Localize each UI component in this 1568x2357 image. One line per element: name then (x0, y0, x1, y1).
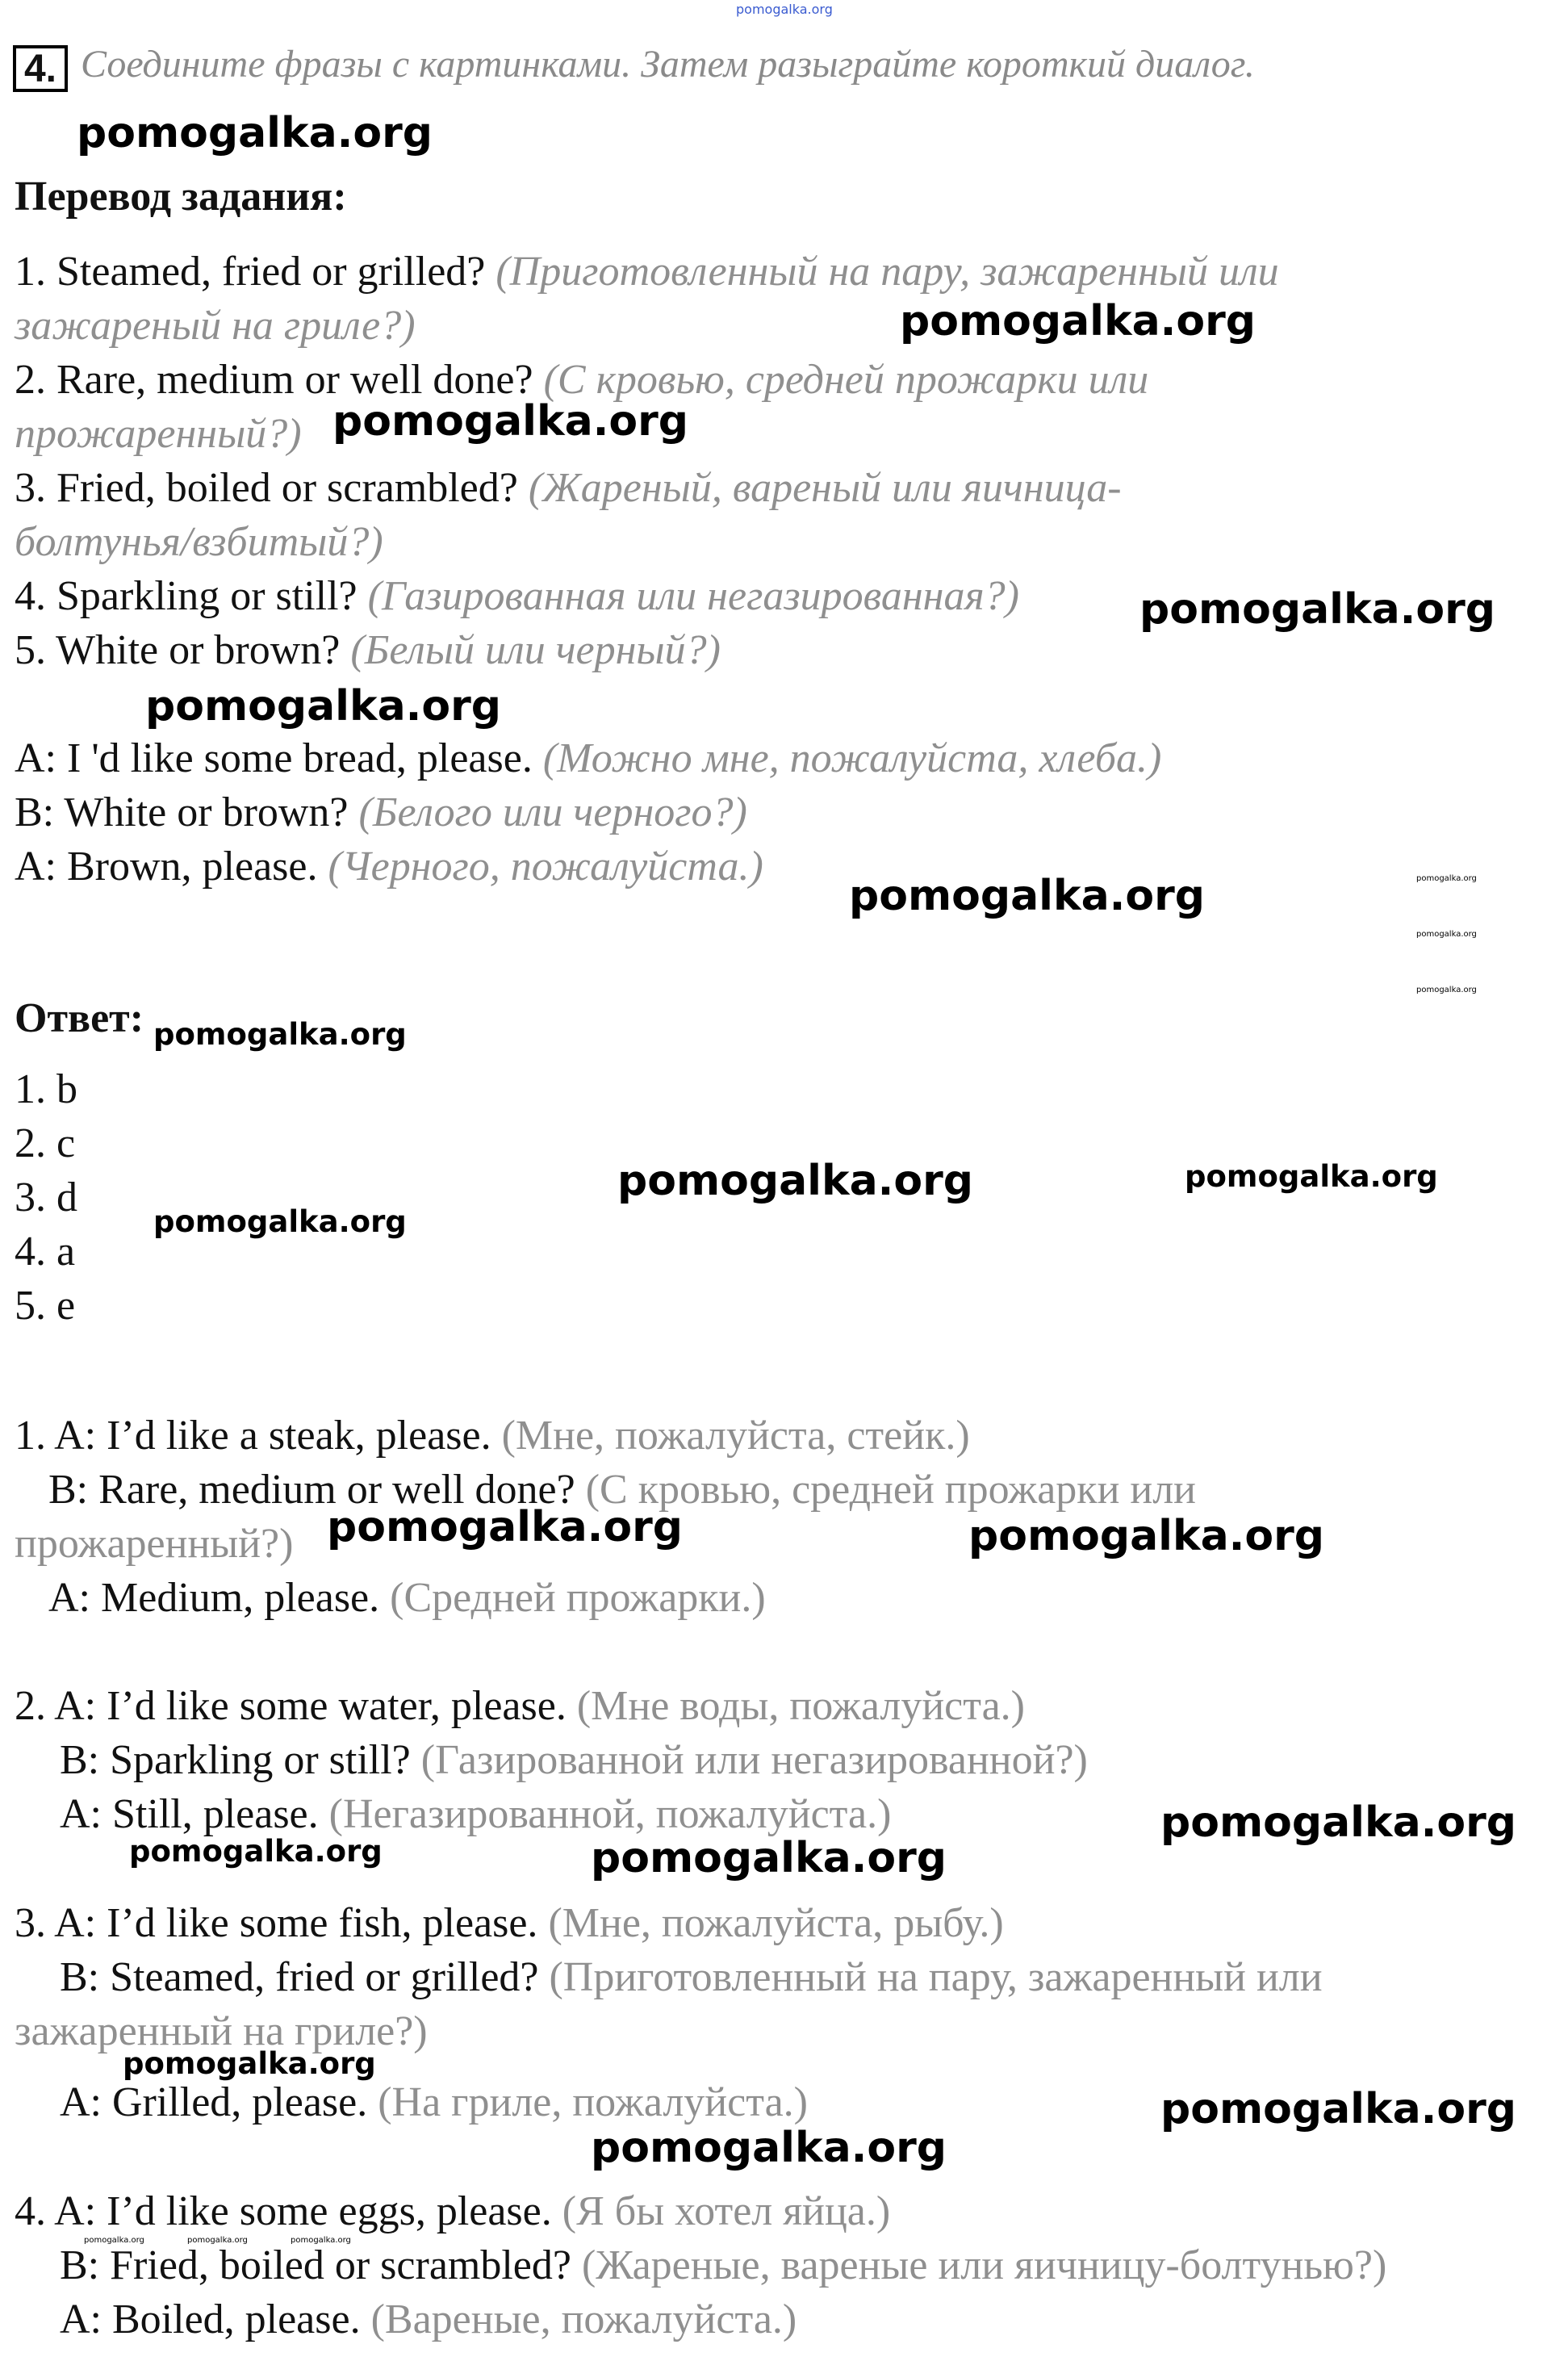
answer-dialog-line (60, 2292, 797, 2347)
russian-translation: (Мне, пожалуйста, стейк.) (501, 1413, 970, 1459)
watermark: pomogalka.org (1139, 585, 1496, 634)
watermark-tiny: pomogalka.org (1416, 874, 1477, 883)
russian-translation: (Жареные, вареные или яичницу-болтунью?) (581, 2242, 1387, 2288)
english-phrase: A: Brown, please. (15, 844, 328, 890)
answer-dialog-line (15, 1409, 970, 1463)
answer-dialog-line (60, 2238, 1386, 2292)
answer-dialog-line (15, 2184, 890, 2238)
watermark: pomogalka.org (591, 2124, 947, 2172)
english-phrase: A: Grilled, please. (60, 2079, 378, 2125)
english-phrase: 4. A: I’d like some eggs, please. (15, 2188, 562, 2234)
russian-translation: (Белого или черного?) (358, 789, 747, 835)
translation-line (15, 245, 1279, 299)
russian-translation: (Средней прожарки.) (390, 1575, 766, 1621)
russian-translation: болтунья/взбитый?) (15, 519, 383, 565)
english-phrase: A: Boiled, please. (60, 2296, 371, 2342)
russian-translation: прожаренный?) (15, 1521, 294, 1567)
watermark: pomogalka.org (968, 1512, 1325, 1560)
answer-dialog-line (15, 1896, 1004, 1950)
russian-translation: (Можно мне, пожалуйста, хлеба.) (542, 735, 1162, 781)
watermark: pomogalka.org (1160, 1798, 1517, 1847)
task-number: 4. (23, 47, 57, 90)
task-number-box (13, 45, 68, 92)
english-phrase: B: Rare, medium or well done? (48, 1467, 586, 1513)
english-phrase: A: Medium, please. (48, 1575, 391, 1621)
russian-translation: зажареный на гриле?) (15, 303, 416, 349)
english-phrase: 3. Fried, boiled or scrambled? (15, 465, 529, 511)
watermark-tiny: pomogalka.org (187, 2236, 248, 2245)
russian-translation: (Черного, пожалуйста.) (328, 844, 763, 890)
answer-dialog-line (15, 1517, 293, 1571)
answer-dialog-line (60, 1950, 1323, 2004)
english-phrase: 2. A: I’d like some water, please. (15, 1683, 577, 1729)
russian-translation: (Газированная или негазированная?) (367, 573, 1019, 619)
russian-translation: (Негазированной, пожалуйста.) (328, 1791, 892, 1837)
match-item: 1. b (15, 1066, 77, 1112)
watermark: pomogalka.org (849, 872, 1206, 920)
russian-translation: (Приготовленный на пару, зажаренный или (549, 1954, 1323, 2000)
english-phrase: A: I 'd like some bread, please. (15, 735, 543, 781)
watermark: pomogalka.org (1185, 1159, 1438, 1194)
watermark: pomogalka.org (327, 1503, 684, 1551)
english-phrase: 1. A: I’d like a steak, please. (15, 1413, 502, 1459)
match-item: 5. e (15, 1283, 76, 1329)
watermark: pomogalka.org (1160, 2085, 1517, 2133)
russian-translation: (С кровью, средней прожарки или (585, 1467, 1197, 1513)
english-phrase: B: Steamed, fried or grilled? (60, 1954, 550, 2000)
english-phrase: A: Still, please. (60, 1791, 329, 1837)
answer-dialog-line (48, 1571, 766, 1625)
match-item: 3. d (15, 1174, 77, 1220)
watermark: pomogalka.org (153, 1204, 407, 1239)
translation-line (15, 569, 1019, 623)
translation-heading: Перевод задания: (15, 174, 347, 220)
watermark: pomogalka.org (617, 1157, 974, 1205)
russian-translation: прожаренный?) (15, 411, 302, 457)
dialog-line (15, 785, 747, 839)
translation-line (15, 299, 416, 353)
english-phrase: B: Sparkling or still? (60, 1737, 421, 1783)
watermark: pomogalka.org (123, 2046, 376, 2081)
english-phrase: B: Fried, boiled or scrambled? (60, 2242, 582, 2288)
watermark-tiny: pomogalka.org (1416, 930, 1477, 939)
english-phrase: 5. White or brown? (15, 627, 351, 673)
translation-line (15, 515, 383, 569)
russian-translation: (Вареные, пожалуйста.) (370, 2296, 797, 2342)
russian-translation: (Белый или черный?) (350, 627, 721, 673)
watermark: pomogalka.org (900, 297, 1256, 345)
russian-translation: (На гриле, пожалуйста.) (378, 2079, 808, 2125)
watermark-tiny: pomogalka.org (84, 2236, 144, 2245)
english-phrase: 4. Sparkling or still? (15, 573, 368, 619)
english-phrase: 3. A: I’d like some fish, please. (15, 1900, 549, 1946)
answer-dialog-line (60, 2075, 808, 2129)
russian-translation: (Приготовленный на пару, зажаренный или (495, 249, 1279, 295)
russian-translation: (Мне воды, пожалуйста.) (576, 1683, 1025, 1729)
answer-dialog-line (15, 1679, 1025, 1733)
dialog-line (15, 731, 1161, 785)
watermark-top: pomogalka.org (736, 2, 833, 17)
task-instruction: Соедините фразы с картинками. Затем разыграйте короткий диалог. (81, 43, 1255, 86)
answer-dialog-line (60, 1733, 1088, 1787)
russian-translation: (Жареный, вареный или яичница- (528, 465, 1122, 511)
answer-heading: Ответ: (15, 995, 144, 1041)
english-phrase: B: White or brown? (15, 789, 359, 835)
watermark: pomogalka.org (145, 682, 502, 731)
watermark: pomogalka.org (591, 1834, 947, 1882)
russian-translation: (Газированной или негазированной?) (420, 1737, 1088, 1783)
watermark: pomogalka.org (129, 1834, 383, 1869)
match-item: 2. c (15, 1120, 76, 1166)
russian-translation: (Я бы хотел яйца.) (562, 2188, 891, 2234)
dialog-line (15, 839, 763, 894)
translation-line (15, 623, 721, 677)
watermark-tiny: pomogalka.org (1416, 986, 1477, 994)
russian-translation: (С кровью, средней прожарки или (543, 357, 1149, 403)
match-item: 4. a (15, 1229, 76, 1275)
translation-line (15, 407, 302, 461)
english-phrase: 2. Rare, medium or well done? (15, 357, 544, 403)
russian-translation: (Мне, пожалуйста, рыбу.) (548, 1900, 1004, 1946)
watermark: pomogalka.org (332, 397, 689, 446)
watermark: pomogalka.org (153, 1017, 407, 1052)
english-phrase: 1. Steamed, fried or grilled? (15, 249, 496, 295)
russian-translation: зажаренный на гриле?) (15, 2008, 428, 2054)
watermark: pomogalka.org (77, 109, 433, 157)
translation-line (15, 461, 1122, 515)
answer-dialog-line (60, 1787, 891, 1841)
watermark-tiny: pomogalka.org (291, 2236, 351, 2245)
